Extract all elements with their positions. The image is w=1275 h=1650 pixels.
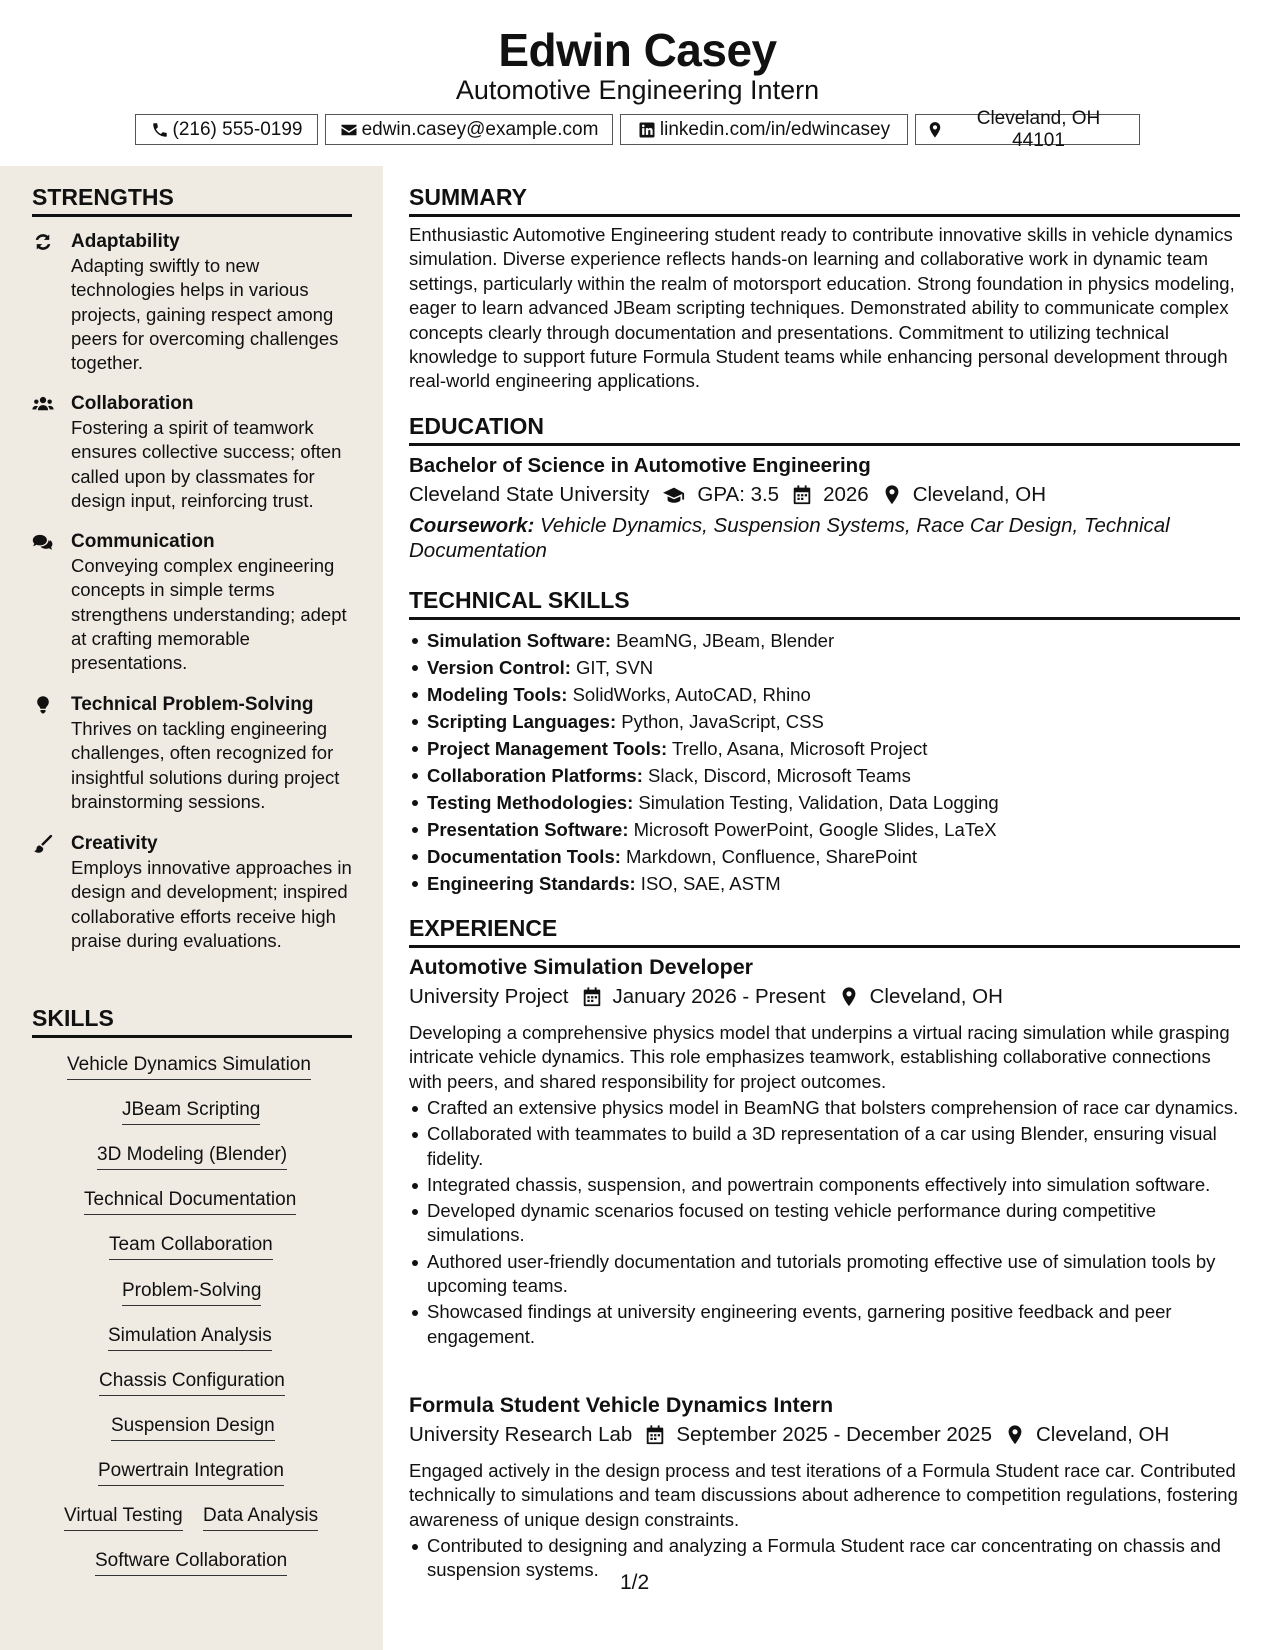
list-item — [409, 682, 1241, 709]
summary-text: Enthusiastic Automotive Engineering student ready to contribute innovative skills in vehicle dynamics simulation. Diverse experience reflects hands-on learning and collaborative work in dynamic team settings, particularly within the realm of motorsport education. Strong foundation in physics modeling, eager to learn advanced JBeam scripting techniques. Demonstrated ability to communicate complex concepts clearly through documentation and presentations. Commitment to utilizing technical knowledge to support future Formula Student teams while enhancing personal development through real-world engineering applications. — [409, 224, 1235, 392]
education-heading: EDUCATION — [409, 412, 1240, 446]
list-item — [409, 817, 1241, 844]
map-pin-icon — [1004, 1424, 1026, 1446]
skill-tag: Chassis Configuration — [99, 1369, 285, 1396]
job-location: Cleveland, OH — [1036, 1423, 1170, 1446]
skill-values: Simulation Testing, Validation, Data Logging — [633, 792, 999, 813]
grad-year: 2026 — [823, 483, 869, 506]
sidebar — [0, 166, 383, 1650]
strength-desc: Fostering a spirit of teamwork ensures collective success; often called upon by classmates for design input, reinforcing trust. — [71, 417, 342, 511]
contact-bar — [0, 107, 1275, 151]
contact-location — [915, 107, 1140, 151]
technical-skills-heading: TECHNICAL SKILLS — [409, 586, 1240, 620]
list-item — [409, 628, 1241, 655]
comments-icon — [32, 532, 56, 552]
skill-tag: Powertrain Integration — [98, 1459, 284, 1486]
lightbulb-icon — [32, 695, 56, 715]
paintbrush-icon — [32, 834, 56, 854]
skill-tag: Virtual Testing — [64, 1504, 183, 1531]
job-dates: September 2025 - December 2025 — [676, 1423, 992, 1446]
graduation-cap-icon — [661, 484, 687, 506]
contact-email[interactable] — [325, 114, 613, 145]
email-text: edwin.casey@example.com — [361, 118, 599, 140]
skill-tag: Software Collaboration — [95, 1549, 287, 1576]
linkedin-text: linkedin.com/in/edwincasey — [659, 118, 891, 140]
envelope-icon — [340, 121, 358, 139]
strengths-heading: STRENGTHS — [32, 183, 352, 217]
strength-title: Technical Problem-Solving — [71, 694, 314, 715]
skill-tag: Team Collaboration — [109, 1233, 273, 1260]
gpa: GPA: 3.5 — [697, 483, 780, 506]
skills-heading: SKILLS — [32, 1004, 352, 1038]
list-item — [409, 790, 1241, 817]
skill-values: Python, JavaScript, CSS — [616, 711, 824, 732]
list-item — [409, 763, 1241, 790]
phone-icon — [151, 121, 169, 139]
list-item — [409, 736, 1241, 763]
calendar-icon — [791, 484, 813, 506]
strength-title: Communication — [71, 531, 215, 552]
users-icon — [32, 394, 56, 414]
job-org: University Project — [409, 985, 569, 1008]
skill-category: Testing Methodologies: — [427, 792, 634, 813]
list-item — [409, 709, 1241, 736]
coursework-label: Coursework: — [409, 514, 535, 537]
map-pin-icon — [926, 121, 944, 139]
skill-category: Engineering Standards: — [427, 873, 636, 894]
skill-category: Project Management Tools: — [427, 738, 668, 759]
education-meta — [409, 482, 1046, 508]
list-item — [409, 844, 1241, 871]
sync-icon — [32, 232, 56, 252]
strength-desc: Conveying complex engineering concepts in simple terms strengthens understanding; adept at crafting memorable presentations. — [71, 555, 347, 674]
skill-category: Version Control: — [427, 657, 571, 678]
linkedin-icon — [638, 121, 656, 139]
strength-desc: Thrives on tackling engineering challenges, often recognized for insightful solutions during project brainstorming sessions. — [71, 718, 340, 812]
resume-header — [0, 0, 1275, 166]
job-meta — [409, 1422, 1169, 1448]
skill-values: Slack, Discord, Microsoft Teams — [642, 765, 911, 786]
calendar-icon — [581, 986, 603, 1008]
degree-title: Bachelor of Science in Automotive Engineering — [409, 454, 871, 477]
skill-values: Trello, Asana, Microsoft Project — [667, 738, 928, 759]
skill-tag: JBeam Scripting — [122, 1098, 260, 1125]
job-dates: January 2026 - Present — [612, 985, 826, 1008]
list-item: Showcased findings at university engineering events, garnering positive feedback and peer engagement. — [409, 1300, 1241, 1349]
list-item: Crafted an extensive physics model in BeamNG that bolsters comprehension of race car dynamics. — [409, 1096, 1241, 1120]
strength-title: Adaptability — [71, 231, 180, 252]
skill-tag: Vehicle Dynamics Simulation — [67, 1053, 311, 1080]
skill-tag: Technical Documentation — [84, 1188, 296, 1215]
list-item: Developed dynamic scenarios focused on testing vehicle performance during competitive simulations. — [409, 1199, 1241, 1248]
list-item: Authored user-friendly documentation and tutorials promoting effective use of simulation tools by upcoming teams. — [409, 1250, 1241, 1299]
job-location: Cleveland, OH — [869, 985, 1003, 1008]
map-pin-icon — [881, 484, 903, 506]
job-description: Engaged actively in the design process and test iterations of a Formula Student race car. Contributed technically to simulations and team discussions about adherence to competition regulations, fostering awareness of unique design constraints. — [409, 1460, 1238, 1530]
technical-skills-list — [409, 628, 1241, 898]
job-bullets — [409, 1096, 1241, 1351]
summary-heading: SUMMARY — [409, 183, 1240, 217]
school-name: Cleveland State University — [409, 483, 650, 506]
candidate-title: Automotive Engineering Intern — [455, 75, 820, 105]
skill-tag: Problem-Solving — [122, 1279, 261, 1306]
list-item — [409, 871, 1241, 898]
list-item: Collaborated with teammates to build a 3D representation of a car using Blender, ensuring visual fidelity. — [409, 1122, 1241, 1171]
location-text: Cleveland, OH 44101 — [976, 107, 1101, 151]
school-location: Cleveland, OH — [912, 483, 1047, 506]
skill-category: Simulation Software: — [427, 630, 611, 651]
job-org: University Research Lab — [409, 1423, 633, 1446]
strength-title: Collaboration — [71, 393, 194, 414]
page-number: 1/2 — [620, 1571, 650, 1594]
skill-category: Documentation Tools: — [427, 846, 621, 867]
skill-category: Scripting Languages: — [427, 711, 617, 732]
skill-tag: 3D Modeling (Blender) — [97, 1143, 287, 1170]
skill-values: Microsoft PowerPoint, Google Slides, LaTeX — [628, 819, 997, 840]
skill-values: ISO, SAE, ASTM — [635, 873, 781, 894]
skill-category: Collaboration Platforms: — [427, 765, 643, 786]
strength-title: Creativity — [71, 833, 158, 854]
skill-tag: Suspension Design — [111, 1414, 275, 1441]
calendar-icon — [644, 1424, 666, 1446]
experience-heading: EXPERIENCE — [409, 914, 1240, 948]
phone-text: (216) 555-0199 — [172, 118, 303, 140]
strength-desc: Adapting swiftly to new technologies helps in various projects, gaining respect among peers for overcoming challenges together. — [71, 255, 339, 374]
job-description: Developing a comprehensive physics model that underpins a virtual racing simulation while grasping intricate vehicle dynamics. This role emphasizes teamwork, establishing collaborative connections with peers, and shared responsibility for project outcomes. — [409, 1022, 1230, 1092]
list-item: Contributed to designing and analyzing a Formula Student race car concentrating on chassis and suspension systems. — [409, 1534, 1241, 1583]
job-meta — [409, 984, 1003, 1010]
job-title: Automotive Simulation Developer — [409, 955, 754, 979]
list-item: Integrated chassis, suspension, and powertrain components effectively into simulation software. — [409, 1173, 1241, 1197]
coursework — [409, 514, 1239, 563]
skill-tag: Simulation Analysis — [108, 1324, 272, 1351]
map-pin-icon — [838, 986, 860, 1008]
coursework-list: Vehicle Dynamics, Suspension Systems, Race Car Design, Technical Documentation — [409, 514, 1170, 562]
candidate-name: Edwin Casey — [498, 24, 777, 76]
skill-values: GIT, SVN — [570, 657, 654, 678]
skill-values: Markdown, Confluence, SharePoint — [620, 846, 918, 867]
job-title: Formula Student Vehicle Dynamics Intern — [409, 1393, 834, 1417]
strength-desc: Employs innovative approaches in design and development; inspired collaborative efforts receive high praise during evaluations. — [71, 857, 352, 951]
skill-category: Presentation Software: — [427, 819, 629, 840]
list-item — [409, 655, 1241, 682]
skill-values: SolidWorks, AutoCAD, Rhino — [567, 684, 811, 705]
skill-values: BeamNG, JBeam, Blender — [611, 630, 835, 651]
job-bullets — [409, 1534, 1241, 1585]
contact-phone — [135, 114, 318, 145]
skill-tag: Data Analysis — [203, 1504, 318, 1531]
skill-category: Modeling Tools: — [427, 684, 568, 705]
contact-linkedin[interactable] — [620, 114, 908, 145]
